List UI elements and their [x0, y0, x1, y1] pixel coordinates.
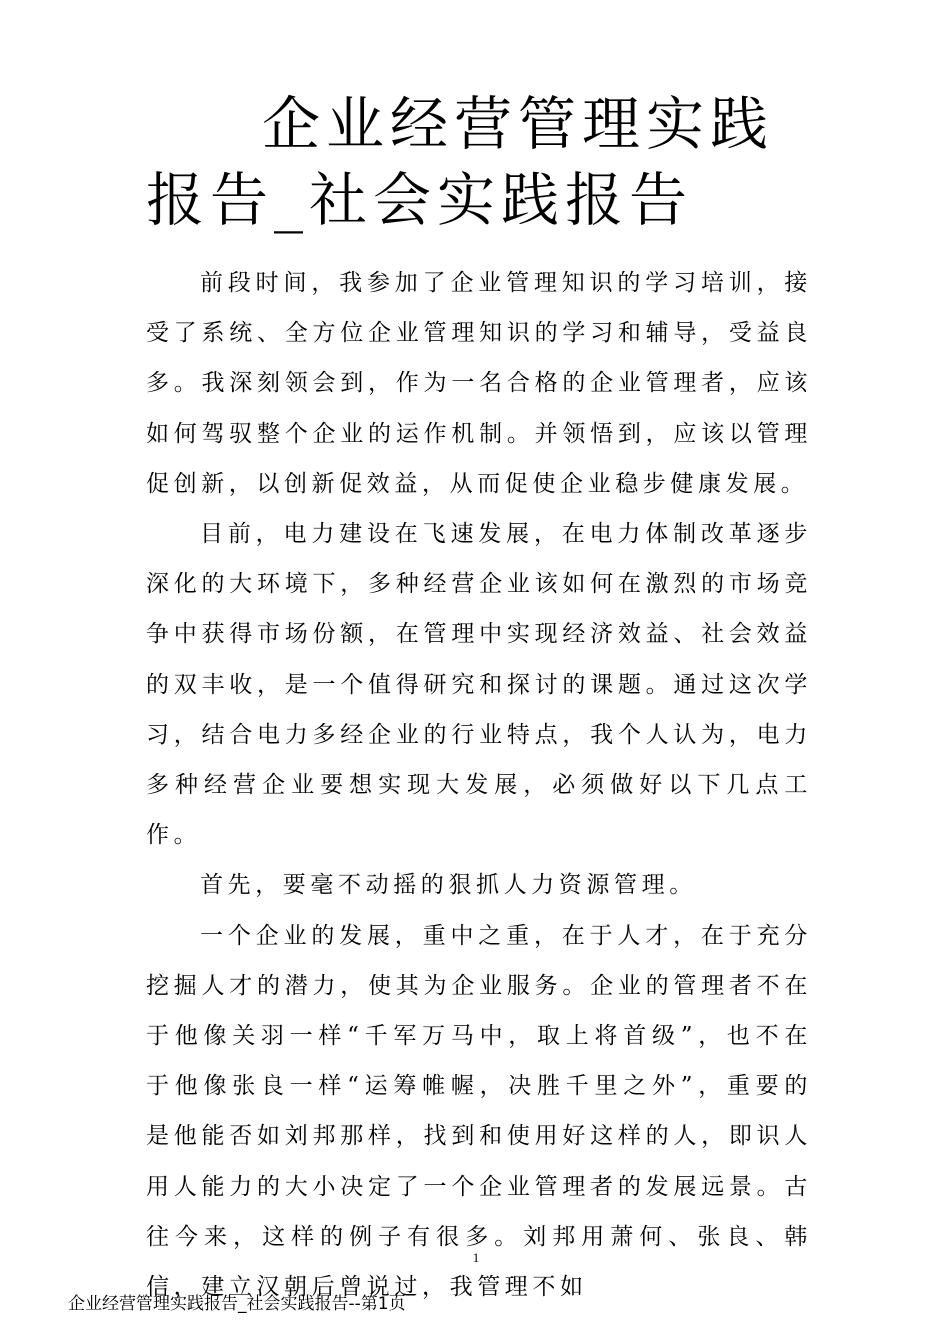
- page-number: 1: [472, 1250, 480, 1265]
- document-body: [146, 258, 812, 1312]
- page-footer: 企业经营管理实践报告_社会实践报告--第1页: [68, 1294, 406, 1314]
- document-title: 企业经营管理实践报告_社会实践报告: [146, 90, 775, 234]
- paragraph: 目前，电力建设在飞速发展，在电力体制改革逐步深化的大环境下，多种经营企业该如何在激烈的市场竞争中获得市场份额，在管理中实现经济效益、社会效益的双丰收，是一个值得研究和探讨的课题。通过这次学习，结合电力多经企业的行业特点，我个人认为，电力多种经营企业要想实现大发展，必须做好以下几点工作。: [146, 521, 812, 849]
- paragraph: 一个企业的发展，重中之重，在于人才，在于充分挖掘人才的潜力，使其为企业服务。企业的管理者不在于他像关羽一样“千军万马中，取上将首级”，也不在于他像张良一样“运筹帷幄，决胜千里之外”，重要的是他能否如刘邦那样，找到和使用好这样的人，即识人用人能力的大小决定了一个企业管理者的发展远景。古往今来，这样的例子有很多。刘邦用萧何、张良、韩信，建立汉朝后曾说过，我管理不如: [146, 922, 812, 1301]
- paragraph: 首先，要毫不动摇的狠抓人力资源管理。: [200, 872, 697, 899]
- paragraph: 前段时间，我参加了企业管理知识的学习培训，接受了系统、全方位企业管理知识的学习和辅导，受益良多。我深刻领会到，作为一名合格的企业管理者，应该如何驾驭整个企业的运作机制。并领悟到，应该以管理促创新，以创新促效益，从而促使企业稳步健康发展。: [146, 270, 812, 497]
